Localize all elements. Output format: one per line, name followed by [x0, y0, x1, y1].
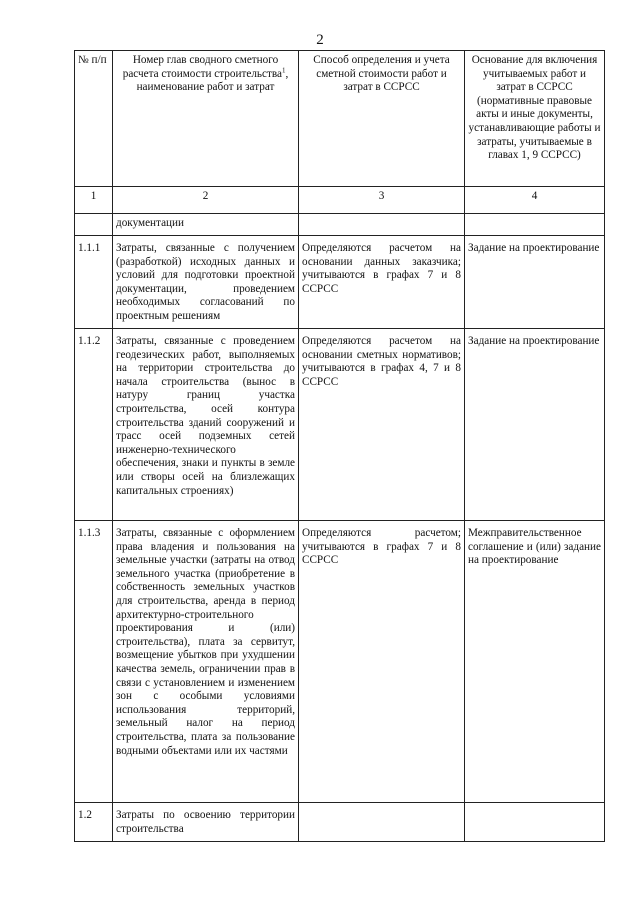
page-number: 2 — [316, 32, 324, 48]
row-basis — [465, 803, 605, 842]
row-name: Затраты по освоению территории строительства — [113, 803, 299, 842]
row-number: 1.1.1 — [75, 236, 113, 329]
row-basis: Задание на проектирование — [465, 236, 605, 329]
header-col-number: № п/п — [75, 51, 113, 187]
index-cell: 2 — [113, 187, 299, 214]
row-number: 1.1.3 — [75, 521, 113, 803]
header-col-basis: Основание для включения учитываемых работ и затрат в ССРСС (нормативные правовые акты и иные документы, устанавливающие работы и затраты, учитываемые в главах 1, 9 ССРСС) — [465, 51, 605, 187]
table-row — [75, 329, 605, 521]
row-basis — [465, 214, 605, 236]
header-col-method: Способ определения и учета сметной стоимости работ и затрат в ССРСС — [299, 51, 465, 187]
row-name: Затраты, связанные с получением (разработкой) исходных данных и условий для подготовки проектной документации, проведением необходимых согласований по проектным решениям — [113, 236, 299, 329]
table-row — [75, 214, 605, 236]
row-basis: Межправительственное соглашение и (или) задание на проектирование — [465, 521, 605, 803]
row-basis: Задание на проектирование — [465, 329, 605, 521]
row-method: Определяются расчетом на основании сметных нормативов; учитываются в графах 4, 7 и 8 ССРСС — [299, 329, 465, 521]
row-number — [75, 214, 113, 236]
row-number: 1.2 — [75, 803, 113, 842]
row-name: Затраты, связанные с проведением геодезических работ, выполняемых на территории строительства до начала строительства (вынос в натуру границ участка строительства, осей контура строительства зданий сооружений и трасс осей подземных сетей инженерно-технического обеспечения, знаки и пункты в земле или створы осей на близлежащих капитальных строениях) — [113, 329, 299, 521]
index-cell: 4 — [465, 187, 605, 214]
index-cell: 1 — [75, 187, 113, 214]
table-row — [75, 236, 605, 329]
table-header-row — [75, 51, 605, 187]
row-name: Затраты, связанные с оформлением права владения и пользования на земельные участки (затраты на отвод земельного участка (приобретение в собственность земельных участков для строительства, аренда в период архитектурно-строительного проектирования и (или) строительства), плата за сервитут, возмещение убытков при ухудшении качества земель, ограничении прав в связи с установлением и изменением зон с особыми условиями использования территорий, земельный налог на период строительства, плата за пользование водными объектами или их частями — [113, 521, 299, 803]
row-name: документации — [113, 214, 299, 236]
table-row — [75, 521, 605, 803]
row-number: 1.1.2 — [75, 329, 113, 521]
row-method — [299, 214, 465, 236]
footnote-marker: 1 — [281, 65, 286, 74]
row-method: Определяются расчетом на основании данных заказчика; учитываются в графах 7 и 8 ССРСС — [299, 236, 465, 329]
table-row — [75, 803, 605, 842]
row-method: Определяются расчетом; учитываются в графах 7 и 8 ССРСС — [299, 521, 465, 803]
index-row — [75, 187, 605, 214]
row-method — [299, 803, 465, 842]
estimate-table — [74, 50, 605, 842]
header-col-name: Номер глав сводного сметного расчета стоимости строительства$^1$, наименование работ и затрат — [113, 51, 299, 187]
index-cell: 3 — [299, 187, 465, 214]
